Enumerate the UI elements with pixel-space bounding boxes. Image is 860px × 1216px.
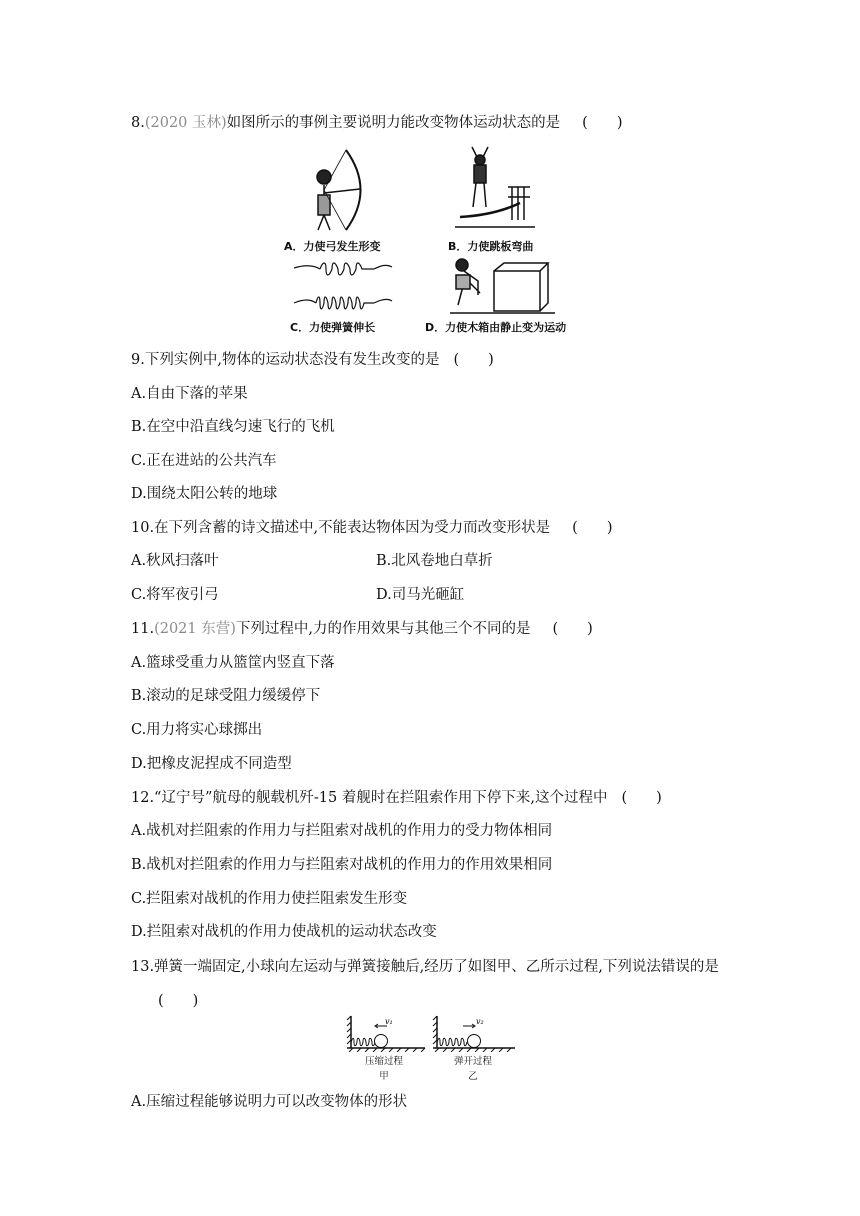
q12-option-c: C.拦阻索对战机的作用力使拦阻索发生形变	[131, 891, 408, 907]
q12-option-a: A.战机对拦阻索的作用力与拦阻索对战机的作用力的受力物体相同	[131, 823, 553, 839]
q13-figure	[345, 1012, 520, 1052]
q13-label-left: 甲	[379, 1071, 389, 1082]
q8-stem	[131, 113, 623, 133]
q8-caption-a: A．力使弓发生形变	[284, 240, 381, 253]
q11-option-d: D.把橡皮泥捏成不同造型	[131, 756, 292, 772]
q10-stem	[131, 518, 613, 538]
q11-option-c: C.用力将实心球掷出	[131, 722, 263, 738]
q11-number: 11.	[131, 621, 155, 637]
spring-illustration	[294, 263, 392, 309]
q11-stem	[131, 619, 593, 639]
q8-text: 如图所示的事例主要说明力能改变物体运动状态的是	[226, 115, 561, 131]
q10-option-d: D.司马光砸缸	[376, 587, 465, 603]
q12-option-b: B.战机对拦阻索的作用力与拦阻索对战机的作用力的作用效果相同	[131, 857, 553, 873]
q11-option-b: B.滚动的足球受阻力缓缓停下	[131, 688, 321, 704]
q13-option-a: A.压缩过程能够说明力可以改变物体的形状	[131, 1094, 408, 1110]
q13-answer-blank: ( )	[158, 993, 199, 1009]
q10-option-b: B.北风卷地白草折	[376, 553, 493, 569]
q8-answer-blank: ( )	[582, 115, 623, 131]
q8-number: 8.	[131, 115, 145, 131]
q8-caption-c: C．力使弹簧伸长	[290, 321, 376, 334]
q9-text: 9.下列实例中,物体的运动状态没有发生改变的是	[131, 352, 440, 368]
q12-stem	[131, 788, 662, 808]
q8-caption-b: B．力使跳板弯曲	[448, 240, 534, 253]
q12-text: 12.“辽宁号”航母的舰载机歼-15 着舰时在拦阻索作用下停下来,这个过程中	[131, 790, 608, 806]
q9-option-a: A.自由下落的苹果	[131, 386, 248, 402]
q11-option-a: A.篮球受重力从篮筐内竖直下落	[131, 655, 335, 671]
q8-caption-d: D．力使木箱由静止变为运动	[425, 321, 567, 334]
q9-option-c: C.正在进站的公共汽车	[131, 453, 277, 469]
pushing-box-illustration	[450, 259, 555, 313]
q11-answer-blank: ( )	[552, 621, 593, 637]
q13-caption-left: 压缩过程	[364, 1056, 403, 1067]
q12-option-d: D.拦阻索对战机的作用力使战机的运动状态改变	[131, 924, 437, 940]
q9-option-b: B.在空中沿直线匀速飞行的飞机	[131, 419, 335, 435]
archer-illustration	[317, 150, 361, 230]
q11-text: 下列过程中,力的作用效果与其他三个不同的是	[235, 621, 531, 637]
q12-answer-blank: ( )	[621, 790, 662, 806]
q13-stem: 13.弹簧一端固定,小球向左运动与弹簧接触后,经历了如图甲、乙所示过程,下列说法错误的是	[131, 959, 719, 975]
q10-option-c: C.将军夜引弓	[131, 587, 219, 603]
v2-label: v₂	[476, 1017, 484, 1026]
q13-label-right: 乙	[468, 1071, 478, 1082]
q9-stem	[131, 350, 494, 370]
q11-source: (2021 东营)	[154, 621, 236, 637]
q10-option-a: A.秋风扫落叶	[131, 553, 219, 569]
springboard-illustration	[455, 147, 535, 227]
q9-answer-blank: ( )	[453, 352, 494, 368]
v1-label: v₁	[385, 1017, 393, 1026]
q9-option-d: D.围绕太阳公转的地球	[131, 486, 278, 502]
q13-caption-right: 弹开过程	[453, 1056, 492, 1067]
q10-answer-blank: ( )	[572, 520, 613, 536]
release-diagram	[433, 1016, 515, 1052]
q10-text: 10.在下列含蓄的诗文描述中,不能表达物体因为受力而改变形状是	[131, 520, 551, 536]
q8-source: (2020 玉林)	[144, 115, 227, 131]
